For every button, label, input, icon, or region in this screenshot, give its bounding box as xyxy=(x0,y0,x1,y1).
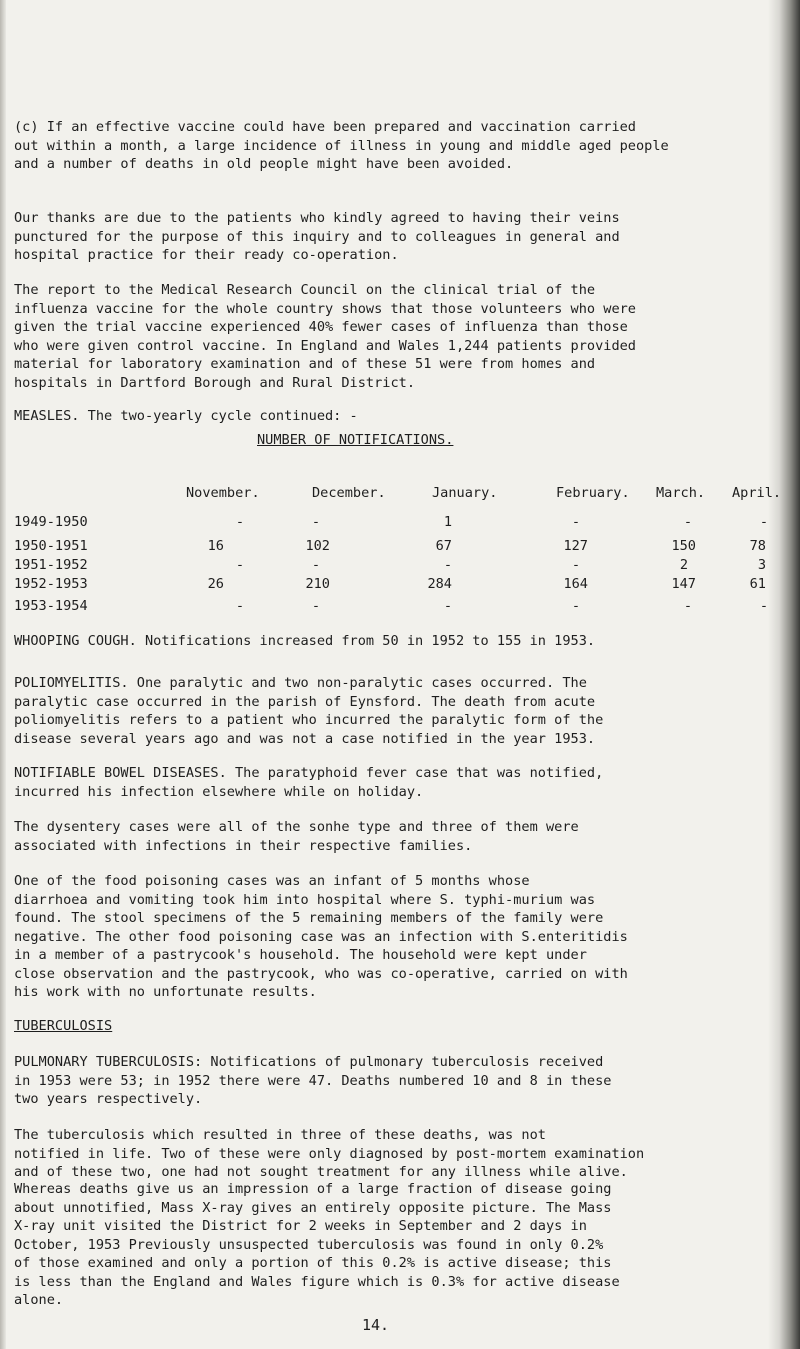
table-cell: 2 xyxy=(679,557,688,573)
paragraph-pulmonary-tb: PULMONARY TUBERCULOSIS: Notifications of pulmonary tuberculosis received in 1953 were 53; in 1952 there were 47. Deaths numbered 10 and 8 in these two years respectively. xyxy=(14,1054,612,1107)
paragraph-influenza-vaccine-c: (c) If an effective vaccine could have been prepared and vaccination carried out within a month, a large incidence of illness in young and middle aged people and a number of deaths in old people might have been avoided. xyxy=(14,119,669,172)
table-cell: 26 xyxy=(207,576,224,592)
column-header: February. xyxy=(556,485,630,501)
table-cell: - xyxy=(235,514,244,530)
table-cell: - xyxy=(683,514,692,530)
table-cell: - xyxy=(235,557,244,573)
table-row-year: 1949-1950 xyxy=(14,514,88,530)
table-cell: - xyxy=(759,598,768,614)
table-cell: - xyxy=(571,598,580,614)
table-cell: - xyxy=(311,557,320,573)
table-cell: - xyxy=(443,598,452,614)
table-cell: 150 xyxy=(671,538,696,554)
table-cell: 102 xyxy=(305,538,330,554)
paragraph-poliomyelitis: POLIOMYELITIS. One paralytic and two non-paralytic cases occurred. The paralytic case occurred in the parish of Eynsford. The death from acute poliomyelitis refers to a patient who incurred the paralytic form of the disease several years ago and was not a case notified in the year 1953. xyxy=(14,675,604,747)
paragraph-measles: MEASLES. The two-yearly cycle continued: - xyxy=(14,408,358,424)
paragraph-food-poisoning: One of the food poisoning cases was an infant of 5 months whose diarrhoea and vomiting took him into hospital where S. typhi-murium was found. The stool specimens of the 5 remaining members of the family were negative. The other food poisoning case was an infection with S.enteritidis in a member of a pastrycook's household. The household were kept under close observation and the pastrycook, who was co-operative, carried on with his work with no unfortunate results. xyxy=(14,873,628,1000)
page-number: 14. xyxy=(362,1316,390,1334)
table-row-year: 1951-1952 xyxy=(14,557,88,573)
paragraph-mrc-report: The report to the Medical Research Council on the clinical trial of the influenza vaccine for the whole country shows that those volunteers who were given the trial vaccine experienced 40% fewer cases of influenza than those who were given control vaccine. In England and Wales 1,244 patients provided material for laboratory examination and of these 51 were from homes and hospitals in Dartford Borough and Rural District. xyxy=(14,282,636,391)
table-cell: 78 xyxy=(749,538,766,554)
table-cell: - xyxy=(443,557,452,573)
paragraph-tb-deaths: The tuberculosis which resulted in three of these deaths, was not notified in life. Two of these were only diagnosed by post-mortem examination and of these two, one had not sought treatment for any illness while alive. xyxy=(14,1127,645,1180)
table-cell: - xyxy=(759,514,768,530)
column-header: January. xyxy=(432,485,498,501)
table-cell: 164 xyxy=(563,576,588,592)
table-cell: 3 xyxy=(757,557,766,573)
table-cell: 61 xyxy=(749,576,766,592)
paragraph-thanks: Our thanks are due to the patients who kindly agreed to having their veins punctured for the purpose of this inquiry and to colleagues in general and hospital practice for their ready co-operation. xyxy=(14,210,620,263)
table-cell: 1 xyxy=(443,514,452,530)
column-header: March. xyxy=(656,485,706,501)
table-row-year: 1950-1951 xyxy=(14,538,88,554)
table-row-year: 1952-1953 xyxy=(14,576,88,592)
column-header: April. xyxy=(732,485,782,501)
table-cell: - xyxy=(311,514,320,530)
table-cell: 67 xyxy=(435,538,452,554)
paragraph-bowel-diseases: NOTIFIABLE BOWEL DISEASES. The paratyphoid fever case that was notified, incurred his infection elsewhere while on holiday. xyxy=(14,765,604,800)
column-header: November. xyxy=(186,485,260,501)
table-cell: 127 xyxy=(563,538,588,554)
paragraph-mass-xray: Whereas deaths give us an impression of a large fraction of disease going about unnotified, Mass X-ray gives an entirely opposite picture. The Mass X-ray unit visited the District for 2 weeks in September and 2 days in October, 1953 Previously unsuspected tuberculosis was found in only 0.2% of those examined and only a portion of this 0.2% is active disease; this is less than the England and Wales figure which is 0.3% for active disease alone. xyxy=(14,1181,620,1308)
section-heading-tuberculosis: TUBERCULOSIS xyxy=(14,1018,113,1034)
table-cell: - xyxy=(571,557,580,573)
table-row-year: 1953-1954 xyxy=(14,598,88,614)
table-cell: - xyxy=(683,598,692,614)
table-cell: - xyxy=(571,514,580,530)
paragraph-whooping-cough: WHOOPING COUGH. Notifications increased from 50 in 1952 to 155 in 1953. xyxy=(14,633,596,649)
page-left-edge xyxy=(0,0,6,1349)
table-cell: 210 xyxy=(305,576,330,592)
column-header: December. xyxy=(312,485,386,501)
table-cell: 284 xyxy=(427,576,452,592)
table-title: NUMBER OF NOTIFICATIONS. xyxy=(257,432,454,448)
paragraph-dysentery: The dysentery cases were all of the sonhe type and three of them were associated with infections in their respective families. xyxy=(14,819,579,854)
table-cell: 16 xyxy=(207,538,224,554)
table-cell: 147 xyxy=(671,576,696,592)
table-cell: - xyxy=(235,598,244,614)
table-cell: - xyxy=(311,598,320,614)
